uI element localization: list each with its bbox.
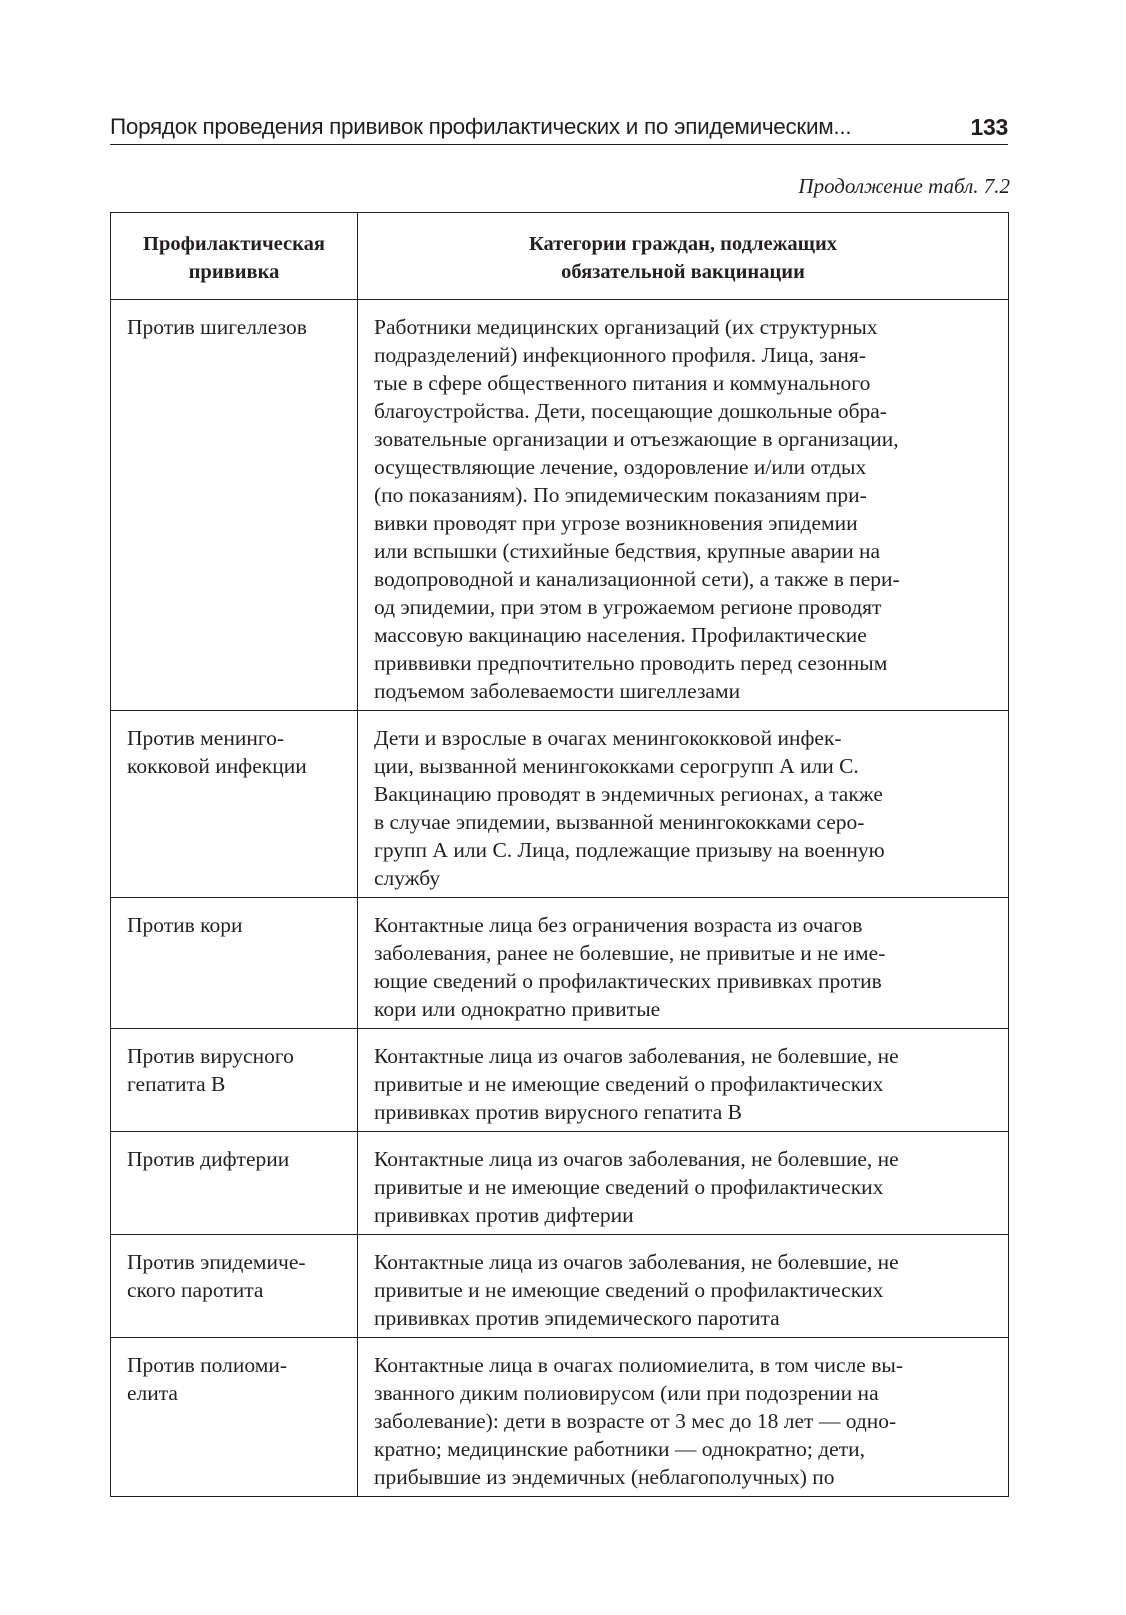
categories-cell <box>358 1338 1009 1497</box>
table-row <box>111 1132 1009 1235</box>
vaccine-cell <box>111 1338 358 1497</box>
table-row <box>111 1029 1009 1132</box>
categories-cell <box>358 711 1009 898</box>
header-categories-label: Категории граждан, подлежащих обязательной вакцинации <box>528 232 838 283</box>
vaccine-name: Против дифтерии <box>127 1147 290 1171</box>
vaccine-name: Против эпидемиче- ского паротита <box>127 1250 306 1302</box>
categories-cell <box>358 300 1009 711</box>
table-row <box>111 300 1009 711</box>
categories-cell <box>358 1235 1009 1338</box>
vaccine-cell <box>111 1029 358 1132</box>
vaccination-table <box>110 212 1009 1497</box>
table-row <box>111 898 1009 1029</box>
vaccine-cell <box>111 300 358 711</box>
categories-text: Дети и взрослые в очагах менингококковой инфек- ции, вызванной менингококками серогрупп А или С. Вакцинацию проводят в эндемичных регионах, а также в случае эпидемии, вызванной менингококками серо- групп А или С. Лица, подлежащие призыву на военную службу <box>374 726 885 890</box>
categories-cell <box>358 898 1009 1029</box>
vaccine-name: Против кори <box>127 913 243 937</box>
vaccine-name: Против менинго- кокковой инфекции <box>127 726 307 778</box>
header-vaccine <box>111 213 358 300</box>
vaccine-name: Против полиоми- елита <box>127 1353 287 1405</box>
vaccine-cell <box>111 1235 358 1338</box>
categories-text: Контактные лица из очагов заболевания, не болевшие, не привитые и не имеющие сведений о профилактических прививках против вирусного гепатита В <box>374 1044 899 1124</box>
running-head-title: Порядок проведения прививок профилактических и по эпидемическим... <box>110 114 852 139</box>
table-row <box>111 1338 1009 1497</box>
table-row <box>111 711 1009 898</box>
categories-text: Контактные лица из очагов заболевания, не болевшие, не привитые и не имеющие сведений о профилактических прививках против дифтерии <box>374 1147 899 1227</box>
table-header-row <box>111 213 1009 300</box>
categories-cell <box>358 1132 1009 1235</box>
vaccine-name: Против шигеллезов <box>127 315 307 339</box>
categories-text: Контактные лица без ограничения возраста из очагов заболевания, ранее не болевшие, не привитые и не име- ющие сведений о профилактических прививках против кори или однократно привитые <box>374 913 886 1021</box>
categories-cell <box>358 1029 1009 1132</box>
categories-text: Контактные лица из очагов заболевания, не болевшие, не привитые и не имеющие сведений о профилактических прививках против эпидемического паротита <box>374 1250 899 1330</box>
table-continuation-label: Продолжение табл. 7.2 <box>798 174 1010 198</box>
categories-text: Контактные лица в очагах полиомиелита, в том числе вы- званного диким полиовирусом (или при подозрении на заболевание): дети в возрасте от 3 мес до 18 лет — одно- кратно; медицинские работники — однократно; дети, прибывшие из эндемичных (неблагополучных) по <box>374 1353 903 1489</box>
header-vaccine-label: Профилактическая прививка <box>143 232 325 283</box>
vaccine-cell <box>111 711 358 898</box>
header-categories <box>358 213 1009 300</box>
vaccine-cell <box>111 1132 358 1235</box>
vaccine-cell <box>111 898 358 1029</box>
running-head <box>110 110 1008 145</box>
table-row <box>111 1235 1009 1338</box>
vaccine-name: Против вирусного гепатита В <box>127 1044 294 1096</box>
page-number: 133 <box>970 114 1008 140</box>
categories-text: Работники медицинских организаций (их структурных подразделений) инфекционного профиля. Лица, заня- тые в сфере общественного питания и коммунального благоустройства. Дети, посещающие дошкольные обра- зовательные организации и отъезжающие в организации, осуществляющие лечение, оздоровление и/или отдых (по показаниям). По эпидемическим показаниям при- вивки проводят при угрозе возникновения эпидемии или вспышки (стихийные бедствия, крупные аварии на водопроводной и канализационной сети), а также в пери- од эпидемии, при этом в угрожаемом регионе проводят массовую вакцинацию населения. Профилактические приввивки предпочтительно проводить перед сезонным подъемом заболеваемости шигеллезами <box>374 315 900 703</box>
